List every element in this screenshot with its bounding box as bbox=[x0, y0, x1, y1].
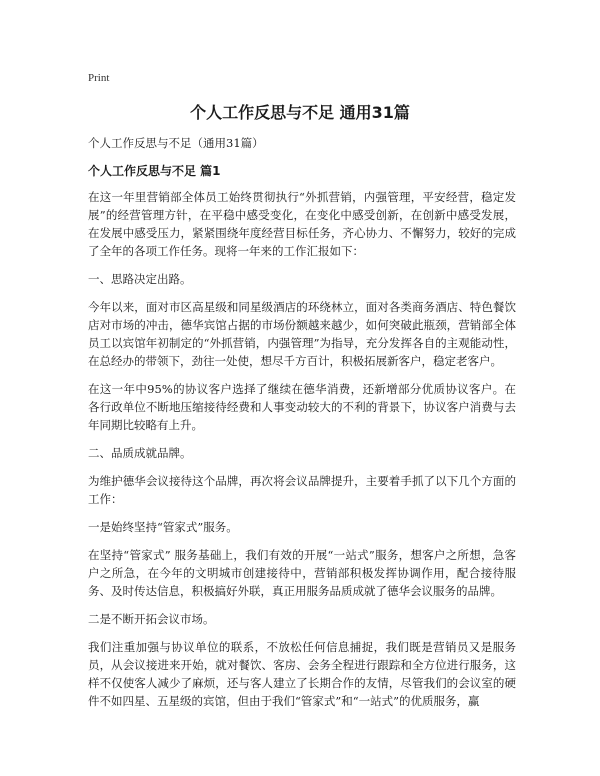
section-heading: 二、品质成就品牌。 bbox=[88, 446, 192, 460]
article-body bbox=[88, 134, 516, 720]
article-blocks bbox=[88, 188, 516, 710]
paragraph: 在这一年中95%的协议客户选择了继续在德华消费，还新增部分优质协议客户。在各行政单位不断地压缩接待经费和人事变动较大的不利的背景下，协议客户消费与去年同期比较略有上升。 bbox=[88, 382, 516, 432]
paragraph: 为维护德华会议接待这个品牌，再次将会议品牌提升，主要着手抓了以下几个方面的工作： bbox=[88, 474, 516, 506]
print-link[interactable]: Print bbox=[88, 72, 110, 84]
paragraph: 在坚持“管家式” 服务基础上，我们有效的开展“一站式”服务，想客户之所想，急客户之所急，在今年的文明城市创建接待中，营销部积极发挥协调作用，配合接待服务、及时传达信息，积极搞好外联，真正用服务品质成就了德华会议服务的品牌。 bbox=[88, 548, 516, 598]
section-heading: 二是不断开拓会议市场。 bbox=[88, 612, 215, 626]
section-heading: 一是始终坚持“管家式”服务。 bbox=[88, 520, 238, 534]
section-heading: 一、思路决定出路。 bbox=[88, 272, 192, 286]
section-title: 个人工作反思与不足 篇1 bbox=[88, 164, 221, 178]
page-title: 个人工作反思与不足 通用31篇 bbox=[190, 103, 410, 122]
paragraph: 今年以来，面对市区高星级和同星级酒店的环绕林立，面对各类商务酒店、特色餐饮店对市场的冲击，德华宾馆占据的市场份额越来越少，如何突破此瓶颈，营销部全体员工以宾馆年初制定的“外抓营销，内强管理”为指导，充分发挥各自的主观能动性，在总经办的带领下，劲往一处使，想尽千方百计，积极拓展新客户，稳定老客户。 bbox=[88, 300, 516, 368]
paragraph: 在这一年里营销部全体员工始终贯彻执行“外抓营销，内强管理，平安经营，稳定发展”的经营管理方针，在平稳中感受变化，在变化中感受创新，在创新中感受发展，在发展中感受压力，紧紧围绕年度经营目标任务，齐心协力、不懈努力，较好的完成了全年的各项工作任务。现将一年来的工作汇报如下： bbox=[88, 190, 516, 258]
article-subtitle: 个人工作反思与不足（通用31篇） bbox=[88, 136, 264, 150]
paragraph: 我们注重加强与协议单位的联系，不放松任何信息捕捉，我们既是营销员又是服务员，从会议接进来开始，就对餐饮、客房、会务全程进行跟踪和全方位进行服务，这样不仅使客人减少了麻烦，还与客人建立了长期合作的友情，尽管我们的会议室的硬件不如四星、五星级的宾馆，但由于我们“管家式”和“一站式”的优质服务，赢 bbox=[88, 640, 516, 708]
